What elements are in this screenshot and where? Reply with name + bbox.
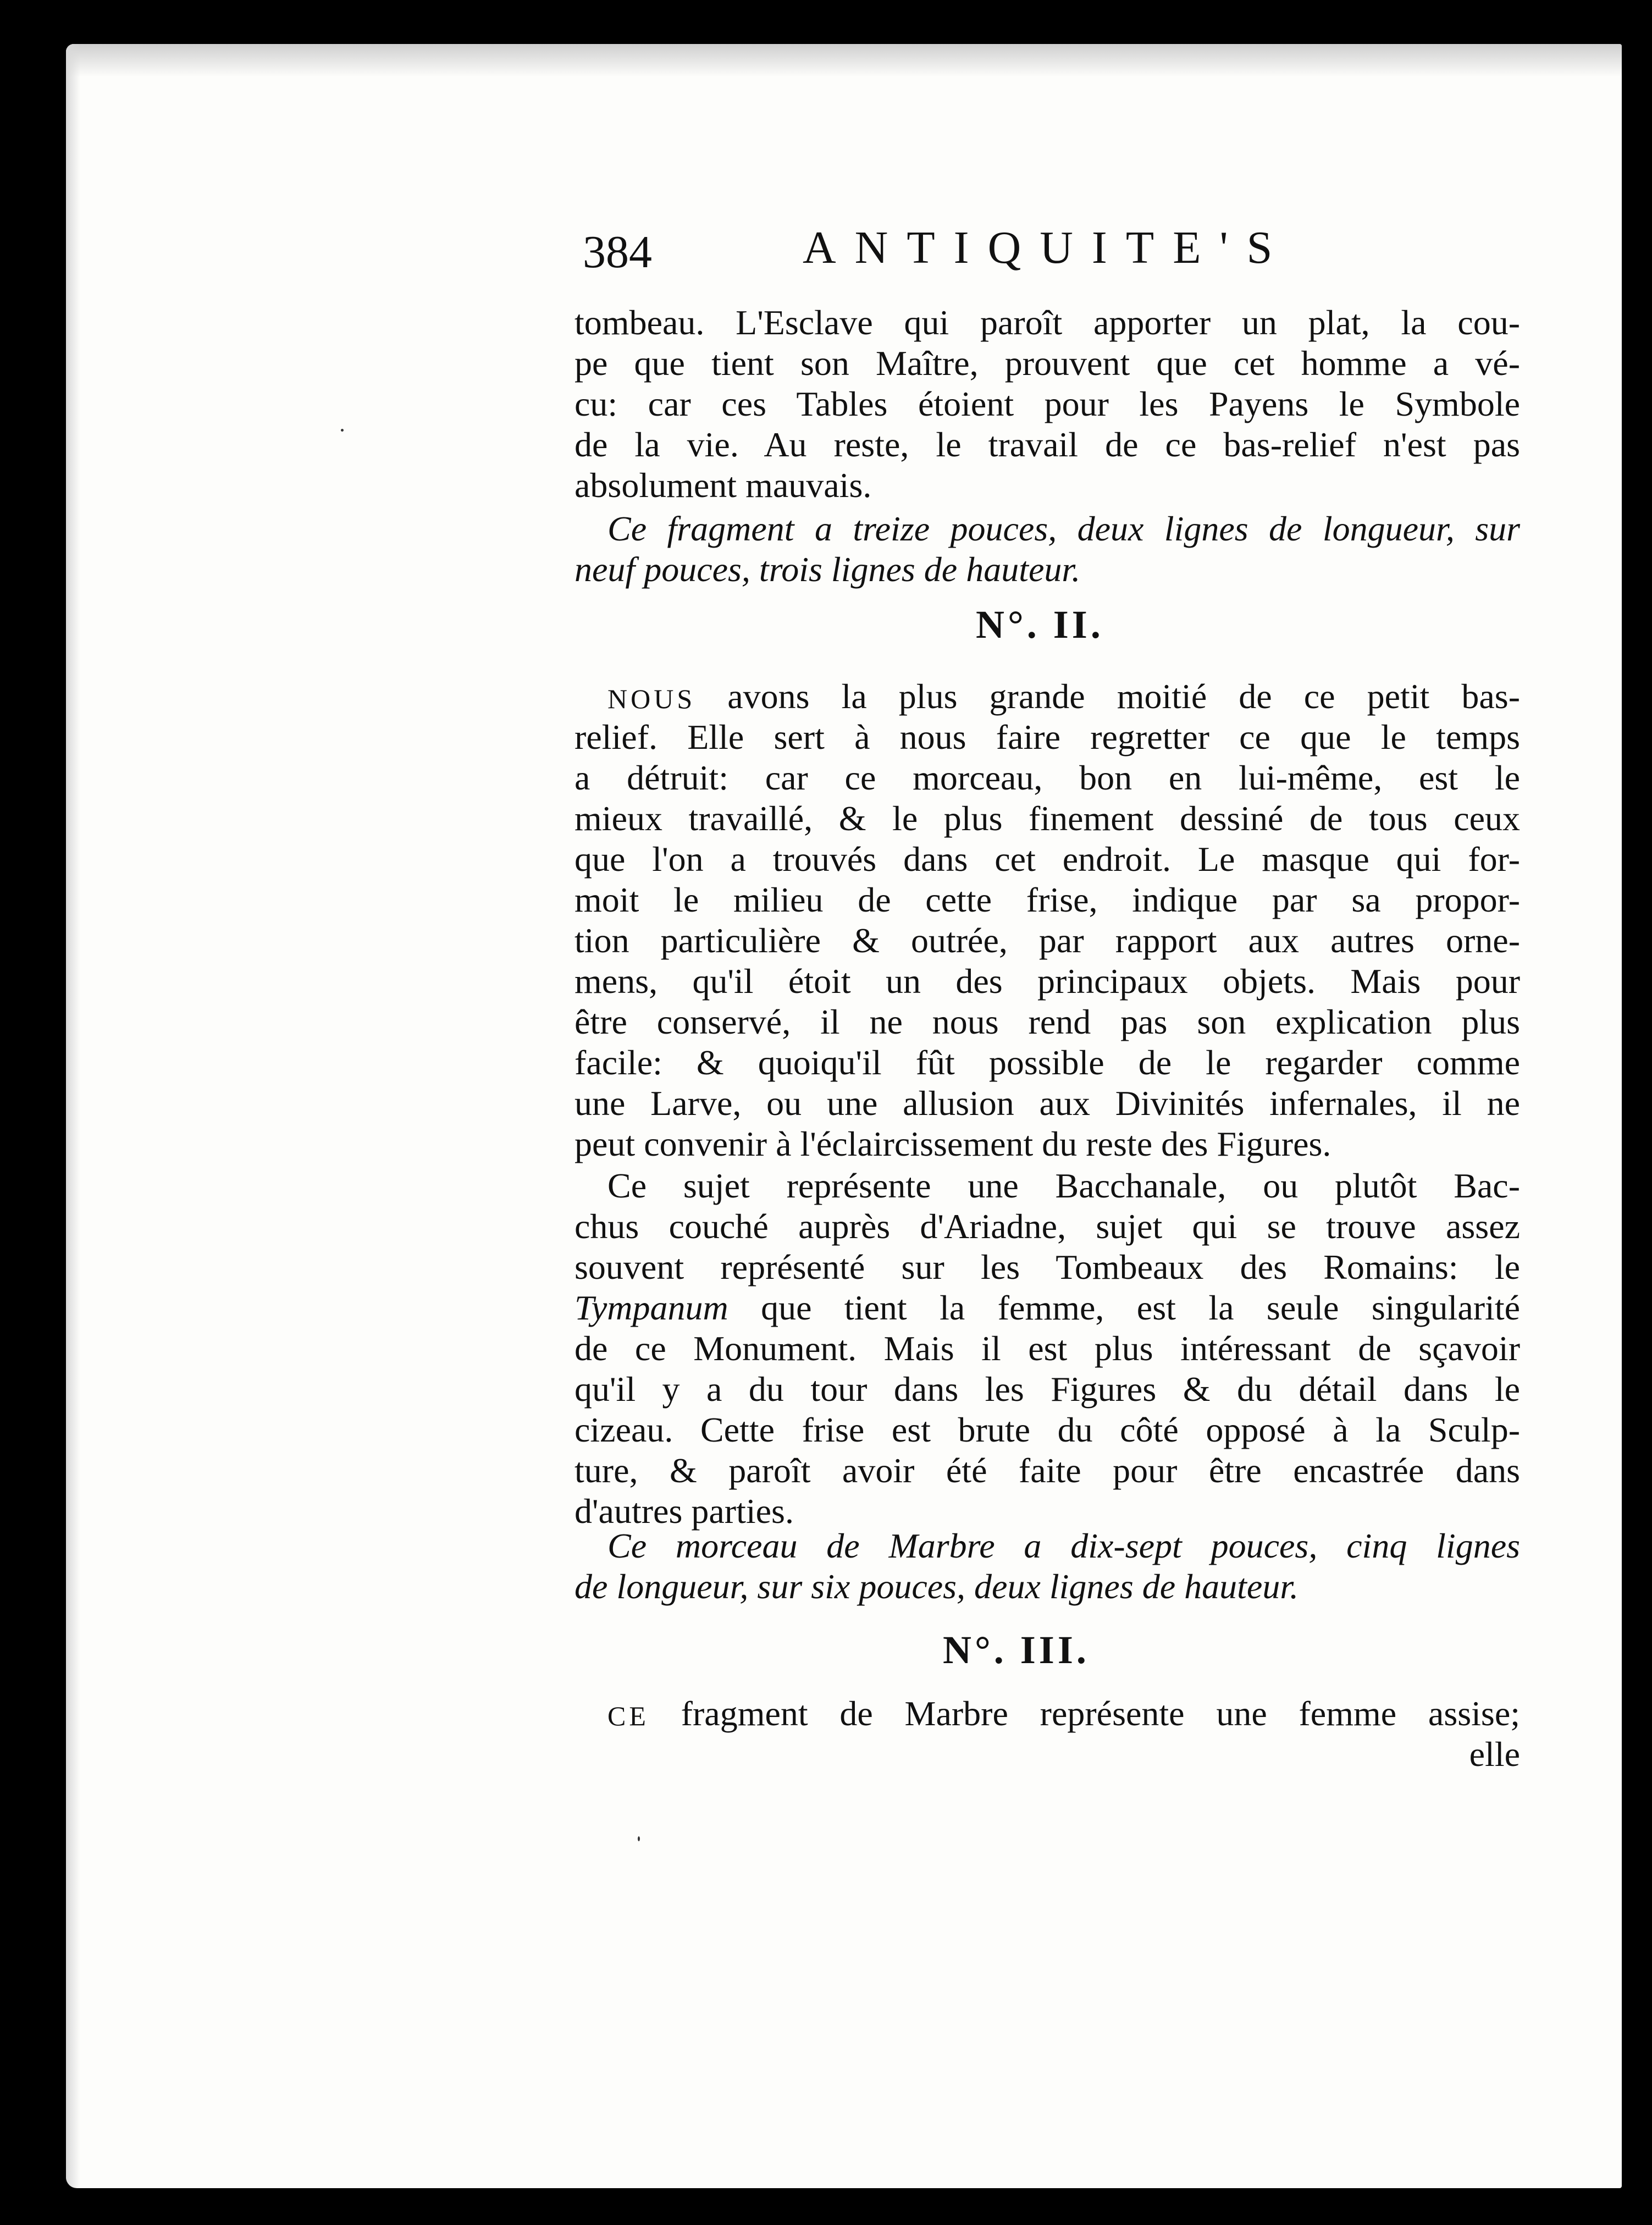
lead-word: CE [607, 1701, 649, 1731]
section-2-paragraph-2 [574, 1166, 1520, 1532]
text-line: Ce fragment a treize pouces, deux lignes de longueur, sur [607, 509, 1520, 548]
running-title: ANTIQUITE'S [803, 222, 1291, 273]
text-line: Ce sujet représente une Bacchanale, ou plutôt Bac- [607, 1166, 1520, 1205]
text-line: relief. Elle sert à nous faire regretter ce que le temps [574, 717, 1520, 757]
text-line: cizeau. Cette frise est brute du côté opposé à la Sculp- [574, 1410, 1520, 1449]
italic-term: Tympanum [574, 1288, 728, 1327]
text-line: d'autres parties. [574, 1492, 794, 1531]
section-2-dimensions [574, 1526, 1520, 1607]
text-line: neuf pouces, trois lignes de hauteur. [574, 550, 1081, 589]
text-line: mens, qu'il étoit un des principaux objets. Mais pour [574, 962, 1520, 1001]
paper-speck [638, 1836, 640, 1841]
page-number: 384 [583, 227, 652, 278]
text-line: peut convenir à l'éclaircissement du reste des Figures. [574, 1124, 1331, 1163]
section-heading-ii: N°. II. [976, 603, 1104, 647]
section-2-paragraph-1 [574, 676, 1520, 1164]
text-line: une Larve, ou une allusion aux Divinités infernales, il ne [574, 1084, 1520, 1123]
text-line: que l'on a trouvés dans cet endroit. Le masque qui for- [574, 840, 1520, 879]
lead-word: NOUS [607, 683, 696, 714]
text-line: ture, & paroît avoir été faite pour être encastrée dans [574, 1451, 1520, 1490]
text-line: a détruit: car ce morceau, bon en lui-même, est le [574, 758, 1520, 797]
text-line: Tympanum que tient la femme, est la seule singularité [574, 1288, 1520, 1327]
section-1-dimensions [574, 509, 1520, 590]
text-line: mieux travaillé, & le plus finement dessiné de tous ceux [574, 799, 1520, 838]
paper-speck [341, 429, 344, 432]
text-line: tombeau. L'Esclave qui paroît apporter un plat, la cou- [574, 303, 1520, 342]
text-line: absolument mauvais. [574, 466, 872, 505]
section-3-paragraph [574, 1693, 1520, 1775]
text-line: souvent représenté sur les Tombeaux des Romains: le [574, 1247, 1520, 1287]
text-line: être conservé, il ne nous rend pas son explication plus [574, 1002, 1520, 1041]
text-line: NOUS avons la plus grande moitié de ce petit bas- [607, 677, 1520, 716]
page-sheet [66, 44, 1622, 2188]
text-line: cu: car ces Tables étoient pour les Payens le Symbole [574, 384, 1520, 423]
text-line: chus couché auprès d'Ariadne, sujet qui se trouve assez [574, 1207, 1520, 1246]
text-line: qu'il y a du tour dans les Figures & du détail dans le [574, 1370, 1520, 1409]
text-line: facile: & quoiqu'il fût possible de le regarder comme [574, 1043, 1520, 1082]
text-line: CE fragment de Marbre représente une femme assise; [607, 1694, 1521, 1733]
section-1-paragraph [574, 302, 1520, 506]
text-line: de ce Monument. Mais il est plus intéressant de sçavoir [574, 1329, 1520, 1368]
text-line: de longueur, sur six pouces, deux lignes de hauteur. [574, 1567, 1299, 1606]
section-heading-iii: N°. III. [943, 1628, 1090, 1672]
text-line: pe que tient son Maître, prouvent que cet homme a vé- [574, 344, 1520, 383]
text-line: Ce morceau de Marbre a dix-sept pouces, cinq lignes [607, 1526, 1520, 1565]
text-line: moit le milieu de cette frise, indique par sa propor- [574, 880, 1520, 919]
catchword: elle [1469, 1735, 1520, 1774]
text-line: de la vie. Au reste, le travail de ce bas-relief n'est pas [574, 425, 1520, 464]
text-line: tion particulière & outrée, par rapport aux autres orne- [574, 921, 1520, 960]
